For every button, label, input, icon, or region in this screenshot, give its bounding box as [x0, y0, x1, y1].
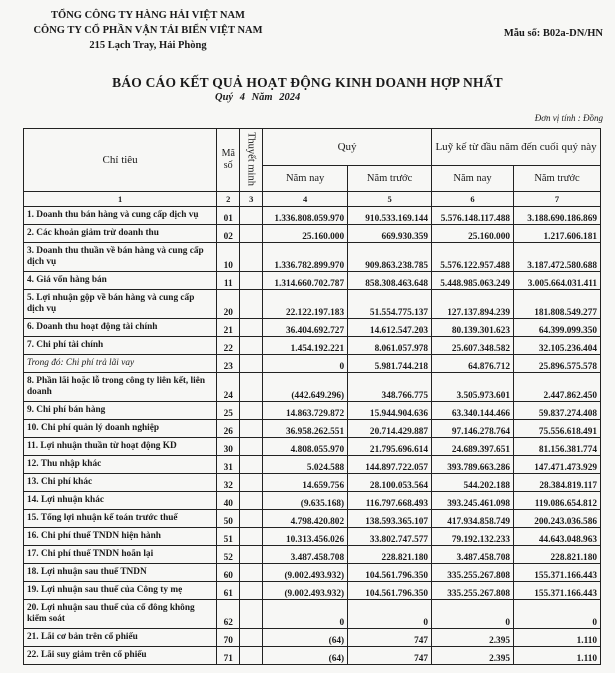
- row-code: 40: [217, 492, 240, 510]
- header-quarter-this-year: Năm nay: [263, 166, 348, 192]
- row-label: 12. Thu nhập khác: [24, 456, 217, 474]
- quarter-this-year-value: (9.002.493.932): [263, 564, 348, 582]
- table-row: [24, 600, 601, 629]
- row-label: 4. Giá vốn hàng bán: [24, 272, 217, 290]
- ytd-this-year-value: 335.255.267.808: [432, 564, 514, 582]
- row-code: 52: [217, 546, 240, 564]
- quarter-this-year-value: 1.454.192.221: [263, 337, 348, 355]
- ytd-last-year-value: 155.371.166.443: [514, 582, 601, 600]
- ytd-last-year-value: 1.110: [514, 647, 601, 665]
- row-label: 21. Lãi cơ bản trên cổ phiếu: [24, 629, 217, 647]
- table-row: [24, 373, 601, 402]
- row-label: 14. Lợi nhuận khác: [24, 492, 217, 510]
- row-label: 19. Lợi nhuận sau thuế của Công ty mẹ: [24, 582, 217, 600]
- table-row: [24, 546, 601, 564]
- row-code: 70: [217, 629, 240, 647]
- ytd-last-year-value: 75.556.618.491: [514, 420, 601, 438]
- quarter-this-year-value: 1.336.808.059.970: [263, 207, 348, 225]
- ytd-this-year-value: 97.146.278.764: [432, 420, 514, 438]
- row-code: 71: [217, 647, 240, 665]
- quarter-last-year-value: 228.821.180: [348, 546, 432, 564]
- ytd-last-year-value: 2.447.862.450: [514, 373, 601, 402]
- ytd-last-year-value: 181.808.549.277: [514, 290, 601, 319]
- table-row: [24, 456, 601, 474]
- quarter-this-year-value: 36.404.692.727: [263, 319, 348, 337]
- report-title: BÁO CÁO KẾT QUẢ HOẠT ĐỘNG KINH DOANH HỢP NHẤT: [112, 75, 503, 90]
- row-code: 10: [217, 243, 240, 272]
- quarter-this-year-value: 4.808.055.970: [263, 438, 348, 456]
- quarter-this-year-value: (64): [263, 647, 348, 665]
- ytd-last-year-value: 3.005.664.031.411: [514, 272, 601, 290]
- quarter-this-year-value: (9.635.168): [263, 492, 348, 510]
- currency-unit: Đơn vị tính : Đồng: [534, 113, 603, 123]
- row-note: [240, 510, 263, 528]
- column-number: 4: [263, 192, 348, 207]
- ytd-this-year-value: 0: [432, 600, 514, 629]
- company-address: 215 Lạch Tray, Hải Phòng: [89, 40, 207, 51]
- row-label: 13. Chi phí khác: [24, 474, 217, 492]
- form-code: Mẫu số: B02a-DN/HN: [503, 28, 603, 39]
- ytd-this-year-value: 25.607.348.582: [432, 337, 514, 355]
- ytd-last-year-value: 155.371.166.443: [514, 564, 601, 582]
- row-note: [240, 373, 263, 402]
- row-label: 17. Chi phí thuế TNDN hoãn lại: [24, 546, 217, 564]
- ytd-last-year-value: 3.187.472.580.688: [514, 243, 601, 272]
- ytd-last-year-value: 147.471.473.929: [514, 456, 601, 474]
- quarter-this-year-value: 3.487.458.708: [263, 546, 348, 564]
- header-ytd: Luỹ kế từ đầu năm đến cuối quý này: [432, 129, 601, 166]
- row-label: 15. Tổng lợi nhuận kế toán trước thuế: [24, 510, 217, 528]
- quarter-last-year-value: 858.308.463.648: [348, 272, 432, 290]
- row-note: [240, 243, 263, 272]
- row-code: 30: [217, 438, 240, 456]
- column-number: 7: [514, 192, 601, 207]
- table-row: [24, 420, 601, 438]
- table-row: [24, 510, 601, 528]
- header-ytd-last-year: Năm trước: [514, 166, 601, 192]
- ytd-last-year-value: 1.217.606.181: [514, 225, 601, 243]
- row-label: 1. Doanh thu bán hàng và cung cấp dịch vụ: [24, 207, 217, 225]
- row-code: 60: [217, 564, 240, 582]
- table-row: [24, 438, 601, 456]
- row-note: [240, 456, 263, 474]
- ytd-this-year-value: 63.340.144.466: [432, 402, 514, 420]
- table-row: [24, 402, 601, 420]
- quarter-last-year-value: 144.897.722.057: [348, 456, 432, 474]
- row-label: 5. Lợi nhuận gộp về bán hàng và cung cấp dịch vụ: [24, 290, 217, 319]
- quarter-last-year-value: 20.714.429.887: [348, 420, 432, 438]
- ytd-last-year-value: 28.384.819.117: [514, 474, 601, 492]
- quarter-this-year-value: 14.863.729.872: [263, 402, 348, 420]
- header-note-text: Thuyết minh: [245, 131, 257, 186]
- row-label: 22. Lãi suy giảm trên cổ phiếu: [24, 647, 217, 665]
- row-code: 62: [217, 600, 240, 629]
- ytd-last-year-value: 228.821.180: [514, 546, 601, 564]
- ytd-last-year-value: 44.643.048.963: [514, 528, 601, 546]
- row-note: [240, 546, 263, 564]
- quarter-last-year-value: 104.561.796.350: [348, 582, 432, 600]
- table-row: [24, 290, 601, 319]
- ytd-this-year-value: 80.139.301.623: [432, 319, 514, 337]
- row-code: 24: [217, 373, 240, 402]
- table-row: [24, 319, 601, 337]
- table-row: [24, 629, 601, 647]
- ytd-last-year-value: 3.188.690.186.869: [514, 207, 601, 225]
- row-label: 16. Chi phí thuế TNDN hiện hành: [24, 528, 217, 546]
- row-code: 21: [217, 319, 240, 337]
- ytd-last-year-value: 0: [514, 600, 601, 629]
- row-code: 32: [217, 474, 240, 492]
- row-note: [240, 438, 263, 456]
- quarter-this-year-value: (9.002.493.932): [263, 582, 348, 600]
- ytd-this-year-value: 335.255.267.808: [432, 582, 514, 600]
- row-code: 51: [217, 528, 240, 546]
- table-row: [24, 225, 601, 243]
- ytd-this-year-value: 393.789.663.286: [432, 456, 514, 474]
- ytd-this-year-value: 79.192.132.233: [432, 528, 514, 546]
- ytd-this-year-value: 393.245.461.098: [432, 492, 514, 510]
- quarter-last-year-value: 669.930.359: [348, 225, 432, 243]
- ytd-last-year-value: 64.399.099.350: [514, 319, 601, 337]
- header-code: Mã số: [217, 129, 240, 192]
- row-note: [240, 582, 263, 600]
- quarter-last-year-value: 8.061.057.978: [348, 337, 432, 355]
- row-note: [240, 564, 263, 582]
- quarter-last-year-value: 14.612.547.203: [348, 319, 432, 337]
- ytd-last-year-value: 81.156.381.774: [514, 438, 601, 456]
- quarter-last-year-value: 104.561.796.350: [348, 564, 432, 582]
- row-note: [240, 272, 263, 290]
- row-note: [240, 647, 263, 665]
- ytd-this-year-value: 2.395: [432, 629, 514, 647]
- quarter-this-year-value: 25.160.000: [263, 225, 348, 243]
- ytd-this-year-value: 3.487.458.708: [432, 546, 514, 564]
- quarter-this-year-value: (442.649.296): [263, 373, 348, 402]
- ytd-last-year-value: 32.105.236.404: [514, 337, 601, 355]
- quarter-this-year-value: 1.336.782.899.970: [263, 243, 348, 272]
- row-code: 11: [217, 272, 240, 290]
- ytd-last-year-value: 200.243.036.586: [514, 510, 601, 528]
- quarter-this-year-value: 14.659.756: [263, 474, 348, 492]
- column-number: 3: [240, 192, 263, 207]
- row-code: 61: [217, 582, 240, 600]
- row-note: [240, 225, 263, 243]
- row-note: [240, 474, 263, 492]
- row-label: 20. Lợi nhuận sau thuế của cổ đông không kiểm soát: [24, 600, 217, 629]
- row-note: [240, 337, 263, 355]
- table-row: [24, 355, 601, 373]
- ytd-this-year-value: 5.576.148.117.488: [432, 207, 514, 225]
- row-note: [240, 319, 263, 337]
- quarter-last-year-value: 747: [348, 629, 432, 647]
- row-note: [240, 207, 263, 225]
- table-row: [24, 474, 601, 492]
- row-code: 31: [217, 456, 240, 474]
- row-code: 26: [217, 420, 240, 438]
- row-label: 2. Các khoản giảm trừ doanh thu: [24, 225, 217, 243]
- ytd-this-year-value: 5.448.985.063.249: [432, 272, 514, 290]
- quarter-last-year-value: 5.981.744.218: [348, 355, 432, 373]
- row-note: [240, 528, 263, 546]
- row-label: 8. Phần lãi hoặc lỗ trong công ty liên kết, liên doanh: [24, 373, 217, 402]
- row-code: 02: [217, 225, 240, 243]
- table-row: [24, 582, 601, 600]
- quarter-this-year-value: 5.024.588: [263, 456, 348, 474]
- row-label: Trong đó: Chi phí trả lãi vay: [24, 355, 217, 373]
- ytd-this-year-value: 417.934.858.749: [432, 510, 514, 528]
- table-row: [24, 337, 601, 355]
- row-code: 01: [217, 207, 240, 225]
- table-row: [24, 207, 601, 225]
- ytd-this-year-value: 2.395: [432, 647, 514, 665]
- quarter-last-year-value: 51.554.775.137: [348, 290, 432, 319]
- ytd-last-year-value: 25.896.575.578: [514, 355, 601, 373]
- quarter-this-year-value: 22.122.197.183: [263, 290, 348, 319]
- row-code: 25: [217, 402, 240, 420]
- ytd-this-year-value: 127.137.894.239: [432, 290, 514, 319]
- quarter-last-year-value: 116.797.668.493: [348, 492, 432, 510]
- column-number: 1: [24, 192, 217, 207]
- report-period: Quý 4 Năm 2024: [215, 92, 301, 103]
- row-code: 23: [217, 355, 240, 373]
- header-item: Chỉ tiêu: [24, 129, 217, 192]
- row-label: 3. Doanh thu thuần về bán hàng và cung cấp dịch vụ: [24, 243, 217, 272]
- quarter-last-year-value: 28.100.053.564: [348, 474, 432, 492]
- ytd-this-year-value: 25.160.000: [432, 225, 514, 243]
- row-code: 50: [217, 510, 240, 528]
- table-row: [24, 528, 601, 546]
- quarter-last-year-value: 138.593.365.107: [348, 510, 432, 528]
- quarter-this-year-value: 1.314.660.702.787: [263, 272, 348, 290]
- quarter-this-year-value: 10.313.456.026: [263, 528, 348, 546]
- quarter-last-year-value: 0: [348, 600, 432, 629]
- quarter-last-year-value: 909.863.238.785: [348, 243, 432, 272]
- table-row: [24, 564, 601, 582]
- ytd-this-year-value: 5.576.122.957.488: [432, 243, 514, 272]
- row-label: 6. Doanh thu hoạt động tài chính: [24, 319, 217, 337]
- row-label: 18. Lợi nhuận sau thuế TNDN: [24, 564, 217, 582]
- quarter-this-year-value: 0: [263, 355, 348, 373]
- ytd-last-year-value: 1.110: [514, 629, 601, 647]
- quarter-this-year-value: 4.798.420.802: [263, 510, 348, 528]
- row-note: [240, 629, 263, 647]
- table-row: [24, 647, 601, 665]
- quarter-last-year-value: 348.766.775: [348, 373, 432, 402]
- table-row: [24, 243, 601, 272]
- table-row: [24, 492, 601, 510]
- row-code: 22: [217, 337, 240, 355]
- row-label: 9. Chi phí bán hàng: [24, 402, 217, 420]
- row-note: [240, 355, 263, 373]
- parent-company-name: TỔNG CÔNG TY HÀNG HẢI VIỆT NAM: [51, 10, 245, 21]
- column-number-row: [24, 192, 601, 207]
- column-number: 5: [348, 192, 432, 207]
- quarter-last-year-value: 15.944.904.636: [348, 402, 432, 420]
- quarter-this-year-value: 36.958.262.551: [263, 420, 348, 438]
- row-code: 20: [217, 290, 240, 319]
- quarter-last-year-value: 910.533.169.144: [348, 207, 432, 225]
- header-ytd-this-year: Năm nay: [432, 166, 514, 192]
- row-note: [240, 290, 263, 319]
- row-label: 11. Lợi nhuận thuần từ hoạt động KD: [24, 438, 217, 456]
- column-number: 6: [432, 192, 514, 207]
- table-row: [24, 272, 601, 290]
- quarter-last-year-value: 747: [348, 647, 432, 665]
- ytd-this-year-value: 3.505.973.601: [432, 373, 514, 402]
- header-note: [240, 129, 263, 192]
- ytd-last-year-value: 59.837.274.408: [514, 402, 601, 420]
- company-name: CÔNG TY CỔ PHẦN VẬN TẢI BIỂN VIỆT NAM: [33, 25, 263, 36]
- ytd-this-year-value: 64.876.712: [432, 355, 514, 373]
- ytd-this-year-value: 24.689.397.651: [432, 438, 514, 456]
- quarter-this-year-value: 0: [263, 600, 348, 629]
- header-quarter-last-year: Năm trước: [348, 166, 432, 192]
- row-note: [240, 492, 263, 510]
- row-note: [240, 600, 263, 629]
- row-note: [240, 420, 263, 438]
- row-label: 10. Chi phí quản lý doanh nghiệp: [24, 420, 217, 438]
- row-label: 7. Chi phí tài chính: [24, 337, 217, 355]
- column-number: 2: [217, 192, 240, 207]
- row-note: [240, 402, 263, 420]
- ytd-this-year-value: 544.202.188: [432, 474, 514, 492]
- header-quarter: Quý: [263, 129, 432, 166]
- income-statement-table: [23, 128, 601, 665]
- quarter-this-year-value: (64): [263, 629, 348, 647]
- company-header: [28, 8, 268, 53]
- quarter-last-year-value: 33.802.747.577: [348, 528, 432, 546]
- ytd-last-year-value: 119.086.654.812: [514, 492, 601, 510]
- quarter-last-year-value: 21.795.696.614: [348, 438, 432, 456]
